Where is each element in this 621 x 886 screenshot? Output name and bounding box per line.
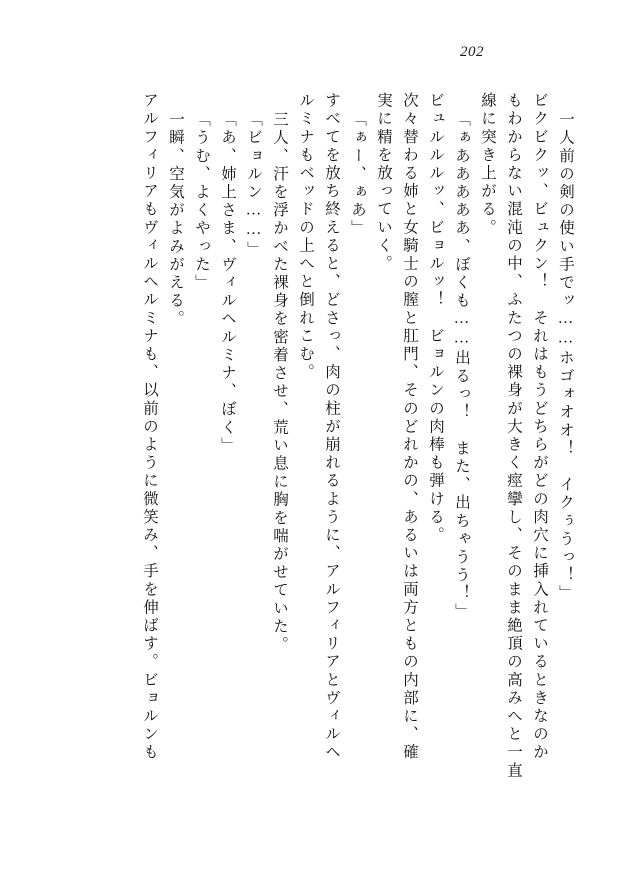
text-line: ビクビクッ、ビュクン！ それはもうどちらがどの肉穴に挿入れているときなのか <box>531 92 548 762</box>
text-line: ルミナもベッドの上へと倒れこむ。 <box>297 92 314 382</box>
vertical-text-body <box>58 92 573 832</box>
text-line: 「あ、姉上さま、ヴィルヘルミナ、ぼく」 <box>219 111 236 455</box>
text-line: 「ぁあああああ、ぼくも……出るっ！ また、出ちゃうう！」 <box>453 111 470 621</box>
text-line: 「ビョルン……」 <box>245 111 262 259</box>
text-line: 一瞬、空気がよみがえる。 <box>167 111 184 329</box>
text-line: 「ぁー、ぁあ」 <box>349 111 366 238</box>
text-line: もわからない混沌の中、ふたつの裸身が大きく痙攣し、そのまま絶頂の高みへと一直 <box>505 92 522 780</box>
text-line: ビュルルルッ、ビョルッ！ ビョルンの肉棒も弾ける。 <box>427 92 444 545</box>
text-line: 次々替わる姉と女騎士の膣と肛門、そのどれかの、あるいは両方ともの内部に、確 <box>401 92 418 762</box>
text-line: 実に精を放っていく。 <box>375 92 392 273</box>
text-line: 一人前の剣の使い手でッ……ホゴォオオ！ イクぅうっ！」 <box>557 111 574 603</box>
page-number: 202 <box>460 44 484 60</box>
text-line: すべてを放ち終えると、どさっ、肉の柱が崩れるように、アルフィリアとヴィルヘ <box>323 92 340 762</box>
text-line: 三人、汗を浮かべた裸身を密着させ、荒い息に胸を喘がせていた。 <box>271 111 288 654</box>
text-line: アルフィリアもヴィルヘルミナも、以前のように微笑み、手を伸ばす。ビョルンも <box>141 92 158 762</box>
text-line: 線に突き上がる。 <box>479 92 496 237</box>
text-line: 「うむ、よくやった」 <box>193 111 210 292</box>
